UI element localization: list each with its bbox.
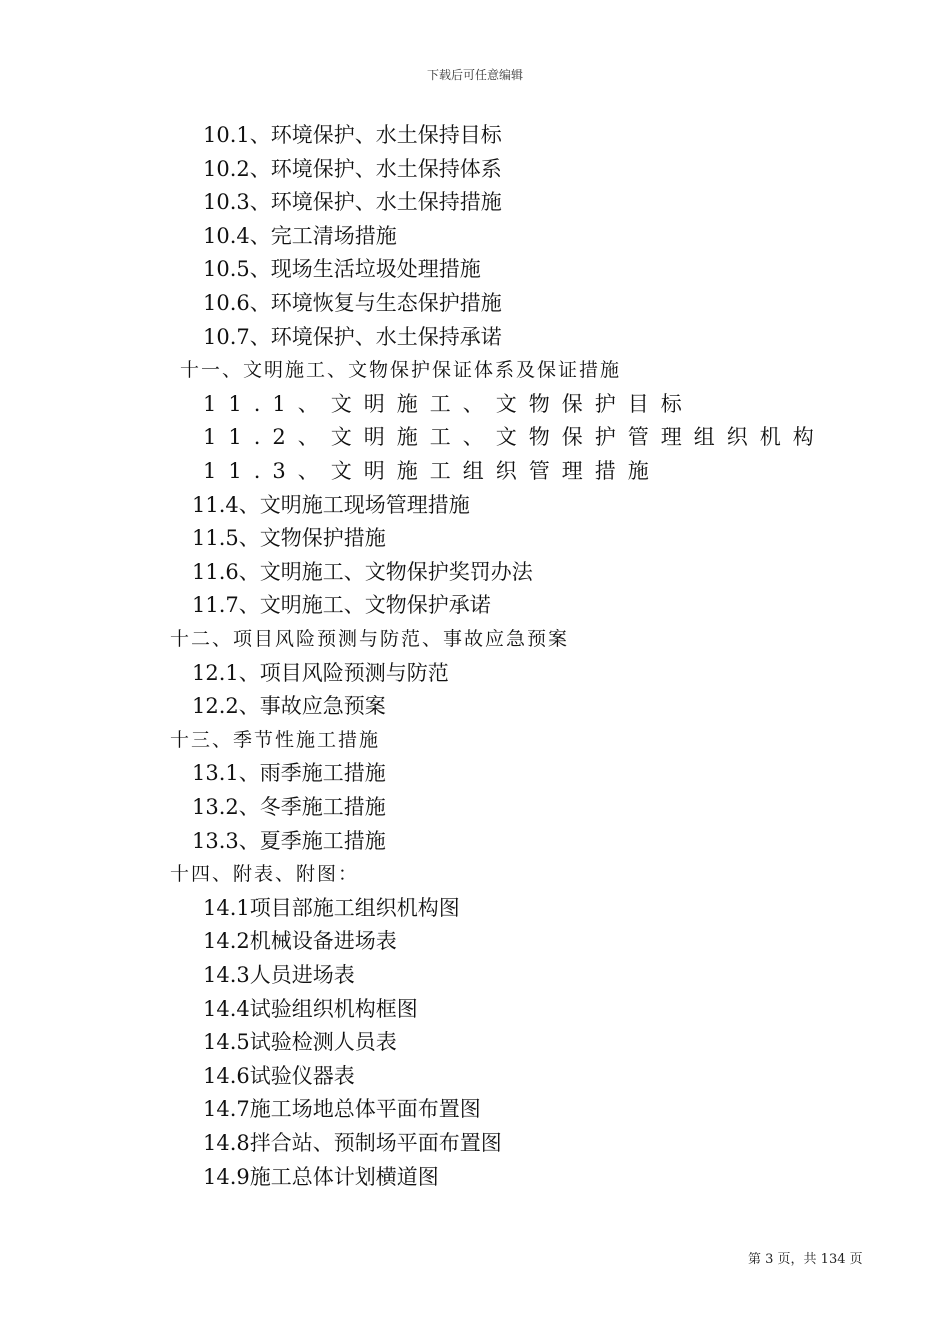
toc-entry: 12.2、事故应急预案 <box>192 694 386 719</box>
toc-entry: 14.4试验组织机构框图 <box>203 996 418 1021</box>
toc-chapter-heading: 十一、文明施工、文物保护保证体系及保证措施 <box>180 359 622 382</box>
toc-entry: 11.3、文明施工组织管理措施 <box>203 459 661 483</box>
toc-entry: 14.9施工总体计划横道图 <box>203 1164 439 1189</box>
toc-entry: 14.3人员进场表 <box>203 963 355 987</box>
page-header: 下载后可任意编辑 <box>426 68 523 82</box>
toc-entry: 10.6、环境恢复与生态保护措施 <box>203 291 502 315</box>
toc-entry: 11.4、文明施工现场管理措施 <box>192 492 470 517</box>
toc-entry: 14.1项目部施工组织机构图 <box>203 895 460 920</box>
toc-entry: 14.8拌合站、预制场平面布置图 <box>203 1131 502 1155</box>
toc-entry: 11.6、文明施工、文物保护奖罚办法 <box>192 559 533 584</box>
toc-entry: 13.2、冬季施工措施 <box>192 795 386 819</box>
toc-entry: 13.3、夏季施工措施 <box>192 828 386 853</box>
toc-entry: 14.6试验仪器表 <box>203 1063 355 1088</box>
toc-entry: 10.7、环境保护、水土保持承诺 <box>203 324 502 349</box>
toc-entry: 11.7、文明施工、文物保护承诺 <box>192 593 491 618</box>
toc-entry: 14.2机械设备进场表 <box>203 929 397 954</box>
toc-entry: 10.1、环境保护、水土保持目标 <box>203 123 502 147</box>
toc-entry: 12.1、项目风险预测与防范 <box>192 660 449 685</box>
toc-entry: 11.5、文物保护措施 <box>192 526 386 551</box>
toc-chapter-heading: 十四、附表、附图： <box>170 863 360 886</box>
toc-chapter-heading: 十二、项目风险预测与防范、事故应急预案 <box>170 628 570 650</box>
toc-entry: 11.2、文明施工、文物保护管理组织机构 <box>203 425 826 450</box>
toc-entry: 11.1、文明施工、文物保护目标 <box>203 391 694 416</box>
toc-entry: 10.5、现场生活垃圾处理措施 <box>203 257 481 282</box>
toc-entry: 10.4、完工清场措施 <box>203 223 397 248</box>
toc-chapter-heading: 十三、季节性施工措施 <box>170 728 381 751</box>
toc-entry: 10.3、环境保护、水土保持措施 <box>203 190 502 215</box>
page-footer: 第 3 页，共 134 页 <box>748 1252 863 1267</box>
toc-entry: 13.1、雨季施工措施 <box>192 761 386 786</box>
toc-entry: 14.7施工场地总体平面布置图 <box>203 1097 481 1122</box>
toc-entry: 10.2、环境保护、水土保持体系 <box>203 156 502 181</box>
toc-entry: 14.5试验检测人员表 <box>203 1030 397 1055</box>
